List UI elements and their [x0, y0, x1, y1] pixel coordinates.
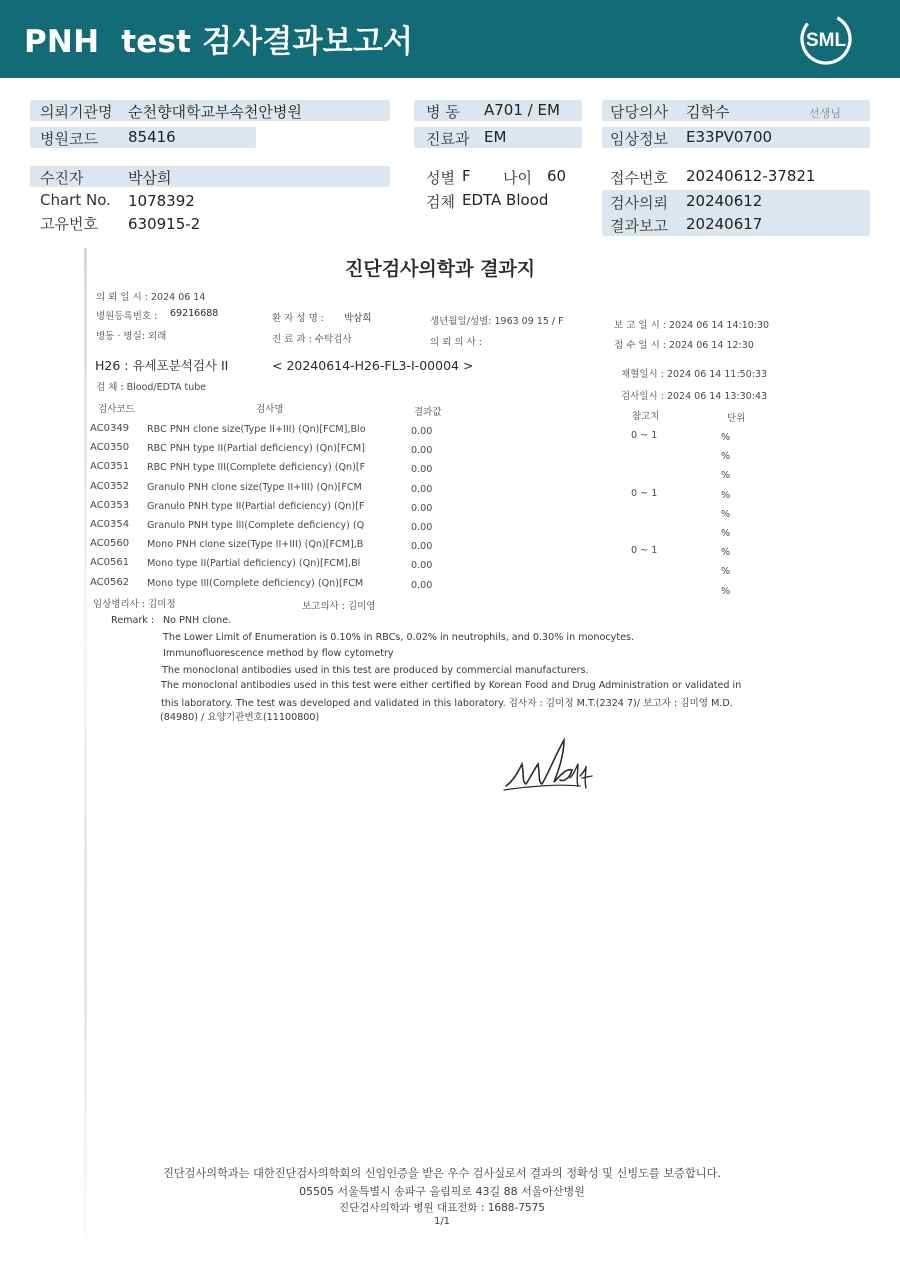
ward-label: 병 동: [426, 103, 460, 121]
row-code: AC0562: [90, 576, 130, 588]
report-value: 20240617: [686, 215, 763, 233]
collect-time: 채혈일시 : 2024 06 14 11:50:33: [621, 369, 768, 380]
row-name: Mono type III(Complete deficiency) (Qn)[FCM: [147, 577, 364, 589]
row-result: 0.00: [411, 560, 433, 572]
clinical-value: E33PV0700: [686, 128, 773, 146]
receipt-value: 20240612-37821: [686, 167, 816, 185]
row-name: RBC PNH clone size(Type II+III) (Qn)[FCM],Blo: [147, 424, 366, 435]
birth-line: 생년월일/성별: 1963 09 15 / F: [430, 316, 564, 327]
doctor-value: 김학수: [686, 103, 730, 121]
reg-no-label: 병원등록번호 :: [96, 311, 158, 322]
row-unit: %: [721, 528, 731, 539]
report-time: 보 고 일 시 : 2024 06 14 14:10:30: [614, 320, 770, 331]
physician-line: 의 뢰 의 사 :: [430, 337, 482, 348]
row-result: 0.00: [411, 522, 433, 533]
report-label: 결과보고: [610, 217, 668, 235]
row-name: Granulo PNH clone size(Type II+III) (Qn)[FCM: [147, 481, 362, 493]
header-bar: [0, 0, 900, 78]
scanned-report: [84, 248, 800, 1238]
patient-name-value: 박삼희: [344, 313, 372, 324]
report-title: PNH test 검사결과보고서: [24, 24, 414, 60]
reporting-physician: 보고의사 : 김미영: [302, 601, 376, 612]
row-unit: %: [721, 432, 731, 443]
row-name: RBC PNH type II(Partial deficiency) (Qn)[FCM]: [147, 443, 365, 455]
test-header: H26 : 유세포분석검사 II: [95, 358, 229, 373]
institution-label: 의뢰기관명: [40, 103, 113, 121]
band-patient: [30, 166, 390, 187]
age-value: 60: [547, 167, 567, 185]
test-time: 검사일시 : 2024 06 14 13:30:43: [621, 391, 768, 402]
row-name: Granulo PNH type II(Partial deficiency) (Qn)[F: [147, 500, 365, 512]
request-label: 검사의뢰: [610, 194, 668, 212]
request-value: 20240612: [686, 192, 763, 210]
chart-value: 1078392: [128, 192, 195, 210]
row-code: AC0353: [90, 499, 130, 511]
specimen-line: 검 체 : Blood/EDTA tube: [96, 382, 207, 393]
row-ref: 0 ~ 1: [631, 487, 658, 499]
ward-value: A701 / EM: [484, 101, 560, 119]
remark-label: Remark :: [111, 615, 155, 626]
col-result: 결과값: [414, 407, 442, 418]
remark-line: No PNH clone.: [163, 615, 232, 626]
footer-line3: 진단검사의학과 병원 대표전화 : 1688-7575: [339, 1202, 545, 1214]
ward-room: 병동 · 병실: 외래: [96, 331, 167, 342]
col-ref: 참고치: [632, 411, 660, 422]
row-result: 0.00: [411, 426, 433, 437]
row-result: 0.00: [411, 541, 433, 553]
barcode-id: < 20240614-H26-FL3-I-00004 >: [272, 358, 474, 373]
patient-label: 수진자: [40, 169, 84, 187]
clinical-pathologist: 임상병리사 : 김미정: [93, 599, 176, 610]
chart-label: Chart No.: [40, 191, 111, 209]
dept-line: 진 료 과 : 수탁검사: [272, 334, 352, 345]
remark-line: (84980) / 요양기관번호(11100800): [160, 712, 320, 723]
receipt-label: 접수번호: [610, 169, 668, 187]
row-unit: %: [721, 547, 731, 559]
row-name: Mono type II(Partial deficiency) (Qn)[FCM],Bl: [147, 558, 361, 570]
unique-label: 고유번호: [40, 215, 98, 233]
remark-line: this laboratory. The test was developed and validated in this laboratory. 검사자 : 김미정 M.T.(2324 7)/ 보고자 : 김미영 M.D.: [161, 698, 733, 709]
row-unit: %: [721, 566, 731, 578]
col-code: 검사코드: [98, 404, 135, 415]
receipt-time: 접 수 일 시 : 2024 06 14 12:30: [614, 340, 754, 351]
row-unit: %: [721, 489, 731, 501]
row-result: 0.00: [411, 502, 433, 514]
sex-label: 성별: [426, 169, 455, 187]
row-ref: 0 ~ 1: [631, 430, 658, 441]
footer-line1: 진단검사의학과는 대한진단검사의학회의 신임인증을 받은 우수 검사실로서 결과의 정확성 및 신빙도를 보증합니다.: [163, 1167, 721, 1180]
row-ref: 0 ~ 1: [631, 545, 658, 557]
scan-edge: [84, 248, 87, 1238]
remark-line: The Lower Limit of Enumeration is 0.10% in RBCs, 0.02% in neutrophils, and 0.30% in monocytes.: [163, 632, 635, 643]
row-result: 0.00: [411, 483, 433, 495]
specimen-value: EDTA Blood: [462, 191, 549, 209]
patient-name-label: 환 자 성 명 :: [272, 313, 324, 324]
row-result: 0.00: [411, 445, 433, 457]
clinical-label: 임상정보: [610, 130, 668, 148]
request-date: 의 뢰 일 시 : 2024 06 14: [96, 292, 206, 303]
row-unit: %: [721, 585, 731, 597]
row-code: AC0561: [90, 557, 130, 569]
footer-line2: 05505 서울특별시 송파구 올림픽로 43길 88 서울아산병원: [299, 1185, 585, 1198]
row-code: AC0352: [90, 480, 130, 492]
row-name: Mono PNH clone size(Type II+III) (Qn)[FCM],B: [147, 539, 364, 551]
dept-value: EM: [484, 128, 507, 146]
col-name: 검사명: [256, 404, 284, 415]
remark-line: The monoclonal antibodies used in this test were either certified by Korean Food and Drug Administration or validated in: [161, 680, 742, 691]
row-code: AC0354: [90, 519, 130, 530]
row-unit: %: [721, 470, 731, 482]
specimen-label: 검체: [426, 193, 455, 211]
logo-text: SML: [805, 30, 847, 51]
age-label: 나이: [503, 169, 532, 187]
col-unit: 단위: [727, 413, 746, 424]
row-code: AC0351: [90, 461, 130, 473]
hospital-code-value: 85416: [128, 128, 176, 146]
sml-logo: [796, 10, 856, 68]
row-code: AC0350: [90, 442, 130, 454]
row-code: AC0560: [90, 538, 130, 550]
row-unit: %: [721, 451, 731, 463]
signature: [500, 734, 596, 798]
row-code: AC0349: [90, 423, 130, 434]
patient-value: 박삼희: [128, 169, 172, 187]
row-name: RBC PNH type III(Complete deficiency) (Qn)[F: [147, 462, 366, 474]
remark-line: The monoclonal antibodies used in this test are produced by commercial manufacturers.: [162, 665, 589, 676]
row-result: 0.00: [411, 579, 433, 591]
remark-line: Immunofluorescence method by flow cytometry: [163, 648, 394, 659]
row-unit: %: [721, 508, 731, 520]
scanned-report-title: 진단검사의학과 결과지: [345, 258, 536, 280]
footer-page: 1/1: [433, 1216, 451, 1227]
doctor-label: 담당의사: [610, 103, 668, 121]
row-result: 0.00: [411, 464, 433, 476]
dept-label: 진료과: [426, 130, 470, 148]
unique-value: 630915-2: [128, 215, 201, 233]
hospital-code-label: 병원코드: [40, 130, 98, 148]
institution-value: 순천향대학교부속천안병원: [128, 103, 302, 121]
doctor-suffix: 선생님: [809, 107, 841, 120]
row-name: Granulo PNH type III(Complete deficiency) (Q: [147, 520, 365, 531]
reg-no-value: 69216688: [170, 308, 219, 319]
sex-value: F: [462, 167, 471, 185]
